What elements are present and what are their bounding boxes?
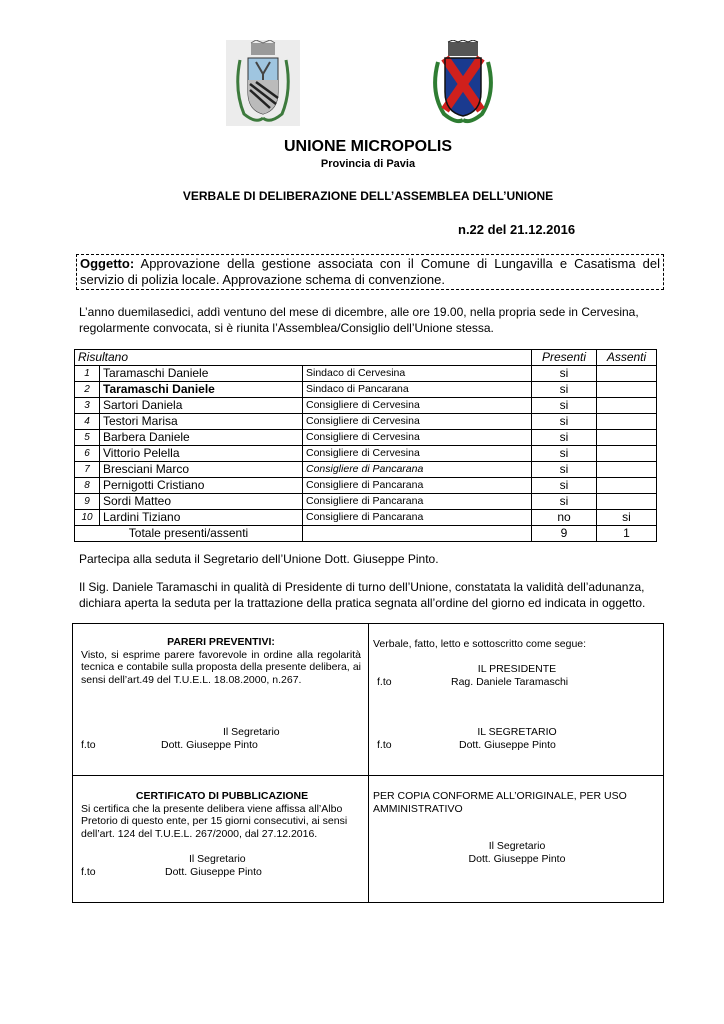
table-row	[75, 366, 657, 382]
member-role: Consigliere di Pancarana	[303, 494, 532, 510]
cert-text: Si certifica che la presente delibera viene affissa all’Albo Pretorio di questo ente, per 15 giorni consecutivi, ai sensi dell’art. 124 del T.U.E.L. 267/2000, dal 27.12.2016.	[81, 802, 348, 840]
table-row	[75, 430, 657, 446]
present-value: si	[532, 494, 597, 510]
deliberation-number: n.22 del 21.12.2016	[458, 222, 576, 237]
total-empty	[303, 526, 532, 542]
table-row	[75, 494, 657, 510]
member-role: Consigliere di Pancarana	[303, 510, 532, 526]
pancarana-crest-icon	[428, 40, 498, 126]
row-number: 5	[75, 430, 100, 446]
cert-sign-role: Il Segretario	[189, 853, 246, 865]
member-name: Testori Marisa	[100, 414, 303, 430]
member-role: Consigliere di Pancarana	[303, 462, 532, 478]
absent-value	[597, 462, 657, 478]
present-value: si	[532, 462, 597, 478]
cert-fto: f.to	[81, 866, 96, 878]
table-row	[75, 510, 657, 526]
member-name: Sordi Matteo	[100, 494, 303, 510]
row-number: 2	[75, 382, 100, 398]
secretary-paragraph: Partecipa alla seduta il Segretario dell’Unione Dott. Giuseppe Pinto.	[79, 552, 439, 566]
member-name: Lardini Tiziano	[100, 510, 303, 526]
presidente-role: IL PRESIDENTE	[477, 663, 557, 675]
absent-value	[597, 430, 657, 446]
table-row	[75, 478, 657, 494]
member-name: Taramaschi Daniele	[100, 382, 303, 398]
president-paragraph: Il Sig. Daniele Taramaschi in qualità di Presidente di turno dell’Unione, constatata la validità dell’adunanza, dichiara aperta la seduta per la trattazione della pratica segnata all’ordine del giorno ed indicata in oggetto.	[79, 580, 646, 610]
member-name: Vittorio Pelella	[100, 446, 303, 462]
cert-title: CERTIFICATO DI PUBBLICAZIONE	[135, 790, 309, 802]
cert-sign-name: Dott. Giuseppe Pinto	[165, 866, 262, 878]
absent-value: si	[597, 510, 657, 526]
row-number: 10	[75, 510, 100, 526]
absent-value	[597, 398, 657, 414]
member-role: Consigliere di Cervesina	[303, 446, 532, 462]
present-value: si	[532, 382, 597, 398]
header-assenti: Assenti	[597, 350, 657, 366]
present-value: no	[532, 510, 597, 526]
presidente-fto: f.to	[377, 676, 392, 688]
signature-box-grid	[72, 623, 664, 903]
pareri-fto: f.to	[81, 739, 96, 751]
total-label: Totale presenti/assenti	[75, 526, 303, 542]
table-row	[75, 414, 657, 430]
header-risultano: Risultano	[75, 350, 532, 366]
row-number: 8	[75, 478, 100, 494]
attendance-table	[74, 349, 657, 542]
member-name: Barbera Daniele	[100, 430, 303, 446]
present-value: si	[532, 478, 597, 494]
member-role: Sindaco di Cervesina	[303, 366, 532, 382]
row-number: 9	[75, 494, 100, 510]
copia-sign-name: Dott. Giuseppe Pinto	[468, 853, 566, 865]
table-row	[75, 462, 657, 478]
absent-value	[597, 414, 657, 430]
pareri-sign-name: Dott. Giuseppe Pinto	[161, 739, 258, 751]
table-row	[75, 382, 657, 398]
row-number: 7	[75, 462, 100, 478]
member-name: Bresciani Marco	[100, 462, 303, 478]
row-number: 3	[75, 398, 100, 414]
absent-value	[597, 494, 657, 510]
document-heading: VERBALE DI DELIBERAZIONE DELL’ASSEMBLEA DELL’UNIONE	[182, 189, 554, 203]
member-role: Consigliere di Pancarana	[303, 478, 532, 494]
copia-sign-role: Il Segretario	[488, 840, 546, 852]
header-presenti: Presenti	[532, 350, 597, 366]
lungavilla-crest-icon	[226, 40, 300, 126]
subject-box	[76, 254, 664, 290]
total-present: 9	[532, 526, 597, 542]
present-value: si	[532, 446, 597, 462]
segretario-name: Dott. Giuseppe Pinto	[459, 739, 556, 751]
pareri-sign-role: Il Segretario	[223, 726, 280, 738]
member-role: Consigliere di Cervesina	[303, 398, 532, 414]
subject-text: Approvazione della gestione associata con il Comune di Lungavilla e Casatisma del servizio di polizia locale. Approvazione schema di convenzione.	[80, 256, 660, 287]
absent-value	[597, 366, 657, 382]
member-name: Taramaschi Daniele	[100, 366, 303, 382]
segretario-fto: f.to	[377, 739, 392, 751]
absent-value	[597, 446, 657, 462]
pareri-text: Visto, si esprime parere favorevole in ordine alla regolarità tecnica e contabile sulla proposta della presente delibera, ai sensi dell’art.49 del T.U.E.L. 18.08.2000, n.267.	[81, 648, 361, 686]
present-value: si	[532, 430, 597, 446]
table-row	[75, 398, 657, 414]
copia-title: PER COPIA CONFORME ALL’ORIGINALE, PER USO AMMINISTRATIVO	[373, 790, 627, 815]
verbale-title: Verbale, fatto, letto e sottoscritto come segue:	[373, 638, 587, 650]
member-role: Sindaco di Pancarana	[303, 382, 532, 398]
pareri-cell	[81, 636, 361, 686]
row-number: 6	[75, 446, 100, 462]
present-value: si	[532, 366, 597, 382]
segretario-role: IL SEGRETARIO	[477, 726, 557, 738]
document-title: UNIONE MICROPOLIS	[283, 138, 452, 155]
absent-value	[597, 478, 657, 494]
member-name: Sartori Daniela	[100, 398, 303, 414]
present-value: si	[532, 414, 597, 430]
pareri-title: PARERI PREVENTIVI:	[167, 636, 275, 648]
document-subtitle: Provincia di Pavia	[320, 158, 416, 170]
intro-paragraph: L’anno duemilasedici, addì ventuno del mese di dicembre, alle ore 19.00, nella propria sede in Cervesina, regolarmente convocata, si è riunita l’Assemblea/Consiglio dell’Unione stessa.	[79, 305, 639, 335]
row-number: 4	[75, 414, 100, 430]
total-absent: 1	[597, 526, 657, 542]
subject-label: Oggetto:	[80, 256, 135, 271]
member-role: Consigliere di Cervesina	[303, 430, 532, 446]
row-number: 1	[75, 366, 100, 382]
cert-cell	[81, 790, 363, 840]
member-name: Pernigotti Cristiano	[100, 478, 303, 494]
absent-value	[597, 382, 657, 398]
table-row	[75, 446, 657, 462]
member-role: Consigliere di Cervesina	[303, 414, 532, 430]
presidente-name: Rag. Daniele Taramaschi	[451, 676, 569, 688]
present-value: si	[532, 398, 597, 414]
